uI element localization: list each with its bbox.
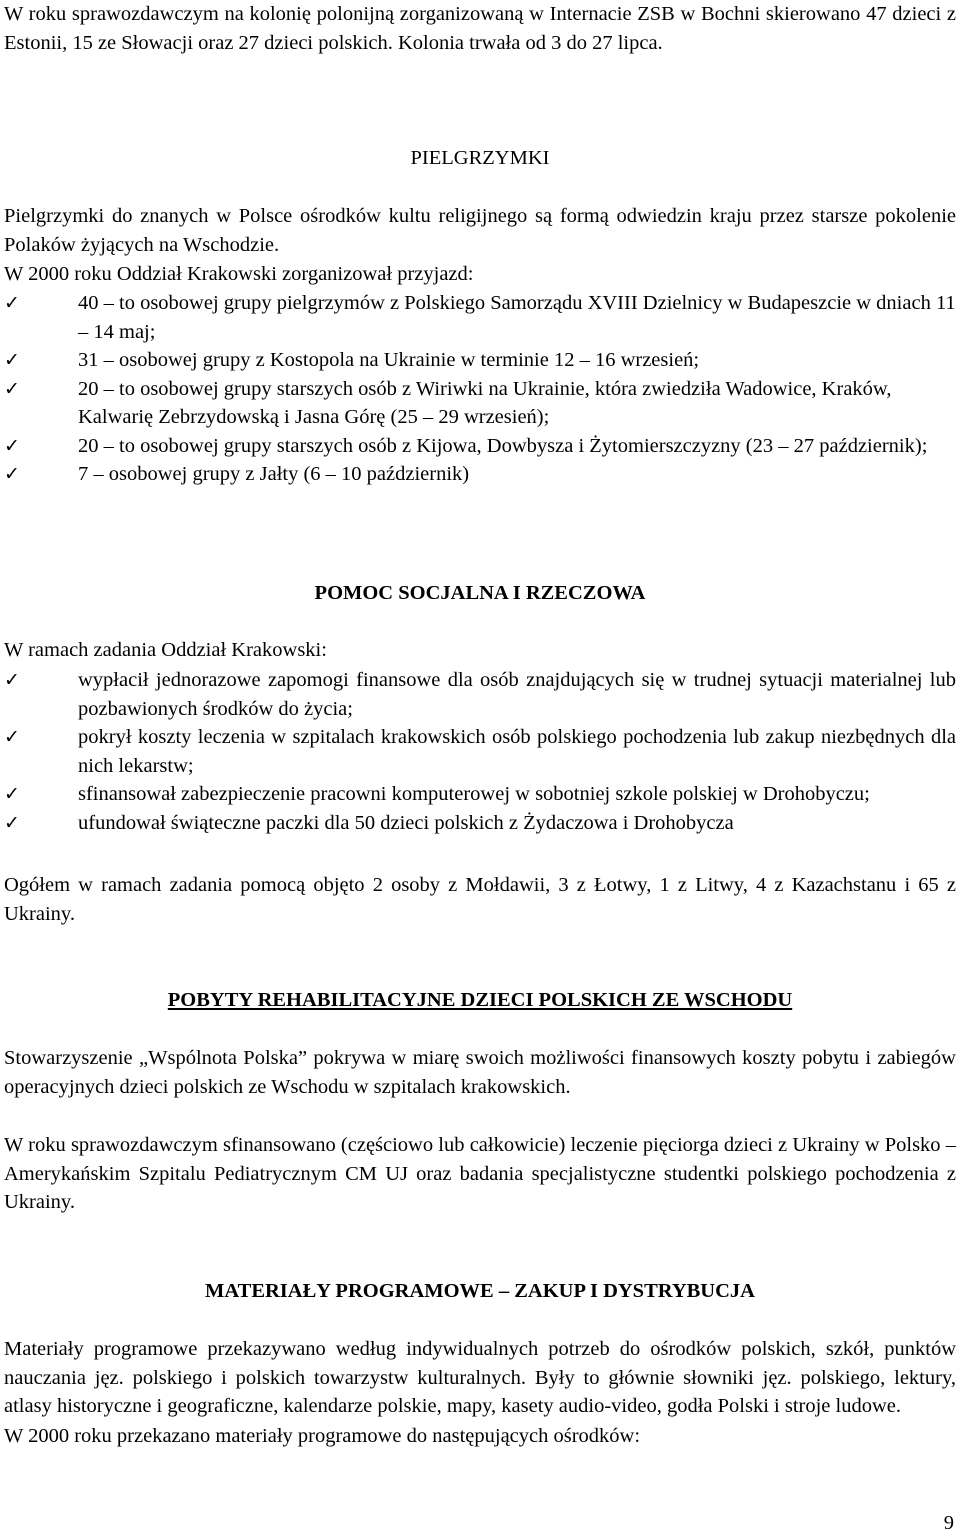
list-item [4, 460, 956, 489]
list-item [4, 375, 956, 432]
check-mark-icon: ✓ [4, 811, 20, 834]
section-heading-pomoc: POMOC SOCJALNA I RZECZOWA [314, 582, 646, 604]
check-mark-icon: ✓ [4, 349, 20, 371]
list-item-text: 7 – osobowej grupy z Jałty (6 – 10 październik) [78, 463, 470, 485]
pomoc-lead: W ramach zadania Oddział Krakowski: [4, 639, 327, 661]
check-mark-icon: ✓ [4, 292, 20, 314]
list-item [4, 666, 956, 723]
list-item-text: 20 – to osobowej grupy starszych osób z Wiriwki na Ukrainie, która zwiedziła Wadowice, Kraków, Kalwarię Zebrzydowską i Jasna Górę (25 – 29 wrzesień); [78, 377, 892, 428]
list-item-text: ufundował świąteczne paczki dla 50 dzieci polskich z Żydaczowa i Drohobycza [78, 811, 734, 834]
pielgrzymki-lead: W 2000 roku Oddział Krakowski zorganizował przyjazd: [4, 263, 474, 285]
check-mark-icon: ✓ [4, 434, 20, 457]
check-mark-icon: ✓ [4, 669, 20, 691]
pielgrzymki-list [4, 289, 956, 489]
list-item [4, 289, 956, 346]
section-heading-pielgrzymki: PIELGRZYMKI [410, 147, 550, 169]
pielgrzymki-paragraph: Pielgrzymki do znanych w Polsce ośrodków kultu religijnego są formą odwiedzin kraju przez starsze pokolenie Polaków żyjących na Wschodzie. [4, 205, 956, 256]
list-item-text: pokrył koszty leczenia w szpitalach krakowskich osób polskiego pochodzenia lub zakup niezbędnych dla nich lekarstw; [78, 726, 956, 777]
list-item-text: wypłacił jednorazowe zapomogi finansowe dla osób znajdujących się w trudnej sytuacji materialnej lub pozbawionych środków do życia; [78, 669, 956, 720]
list-item-text: sfinansował zabezpieczenie pracowni komputerowej w sobotniej szkole polskiej w Drohobyczu; [78, 783, 870, 805]
list-item [4, 432, 956, 461]
check-mark-icon: ✓ [4, 463, 20, 485]
list-item [4, 809, 956, 838]
pomoc-summary: Ogółem w ramach zadania pomocą objęto 2 osoby z Mołdawii, 3 z Łotwy, 1 z Litwy, 4 z Kazachstanu i 65 z Ukrainy. [4, 874, 956, 925]
list-item-text: 40 – to osobowej grupy pielgrzymów z Polskiego Samorządu XVIII Dzielnicy w Budapeszcie w dniach 11 – 14 maj; [78, 292, 956, 343]
pobyty-paragraph-1: Stowarzyszenie „Wspólnota Polska” pokrywa w miarę swoich możliwości finansowych koszty pobytu i zabiegów operacyjnych dzieci polskich ze Wschodu w szpitalach krakowskich. [4, 1047, 956, 1098]
check-mark-icon: ✓ [4, 726, 20, 748]
page-number: 9 [943, 1512, 954, 1534]
check-mark-icon: ✓ [4, 783, 20, 805]
section-heading-pobyty: POBYTY REHABILITACYJNE DZIECI POLSKICH ZE WSCHODU [167, 989, 793, 1011]
list-item [4, 723, 956, 780]
materialy-paragraph-2: W 2000 roku przekazano materiały programowe do następujących ośrodków: [4, 1425, 641, 1447]
list-item [4, 780, 956, 809]
materialy-paragraph-1: Materiały programowe przekazywano według indywidualnych potrzeb do ośrodków polskich, szkół, punktów nauczania jęz. polskiego i polskich towarzystw kulturalnych. Były to głównie słowniki jęz. polskiego, lektury, atlasy historyczne i geograficzne, kalendarze polskie, mapy, kasety audio-video, godła Polski i stroje ludowe. [4, 1338, 956, 1417]
pobyty-paragraph-2: W roku sprawozdawczym sfinansowano (częściowo lub całkowicie) leczenie pięciorga dzieci z Ukrainy w Polsko – Amerykańskim Szpitalu Pediatrycznym CM UJ oraz badania specjalistyczne studentki polskiego pochodzenia z Ukrainy. [4, 1134, 956, 1213]
check-mark-icon: ✓ [4, 377, 20, 400]
list-item [4, 346, 956, 375]
list-item-text: 20 – to osobowej grupy starszych osób z Kijowa, Dowbysza i Żytomierszczyzny (23 – 27 październik); [78, 434, 928, 457]
pomoc-list [4, 666, 956, 837]
list-item-text: 31 – osobowej grupy z Kostopola na Ukrainie w terminie 12 – 16 wrzesień; [78, 349, 700, 371]
intro-paragraph: W roku sprawozdawczym na kolonię polonijną zorganizowaną w Internacie ZSB w Bochni skierowano 47 dzieci z Estonii, 15 ze Słowacji oraz 27 dzieci polskich. Kolonia trwała od 3 do 27 lipca. [4, 3, 956, 54]
section-heading-materialy: MATERIAŁY PROGRAMOWE – ZAKUP I DYSTRYBUCJA [205, 1280, 755, 1302]
